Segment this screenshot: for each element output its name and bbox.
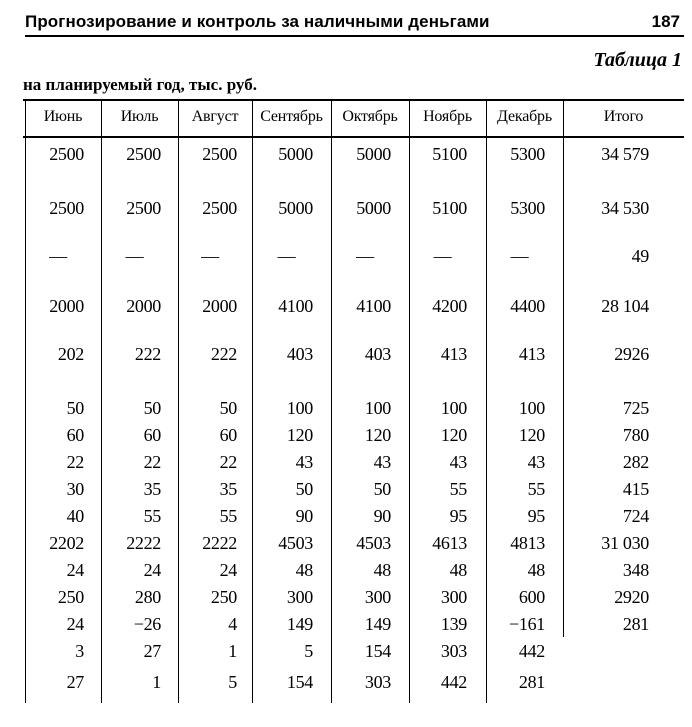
- table-cell: 202: [57, 344, 84, 364]
- table-cell: 1: [152, 672, 161, 692]
- table-cell: 442: [518, 641, 545, 661]
- table-cell: 50: [66, 398, 84, 418]
- table-cell: 60: [143, 425, 161, 445]
- table-cell: —: [49, 246, 67, 266]
- table-cell: 4100: [356, 296, 391, 316]
- table-cell: 27: [66, 672, 84, 692]
- table-cell: 90: [295, 506, 313, 526]
- table-cell: 22: [66, 452, 84, 472]
- table-cell: 403: [286, 344, 313, 364]
- table-cell: −161: [509, 614, 545, 634]
- header-rule: [25, 35, 684, 37]
- table-cell: 24: [143, 560, 161, 580]
- table-cell: 600: [518, 587, 545, 607]
- column-divider: [101, 100, 102, 703]
- table-cell: 34 579: [601, 144, 649, 164]
- table-cell: 413: [440, 344, 467, 364]
- column-header: Август: [191, 108, 239, 125]
- table-cell: 5000: [278, 144, 313, 164]
- table-cell: 3: [75, 641, 84, 661]
- column-divider: [252, 100, 253, 703]
- table-cell: 5300: [510, 198, 545, 218]
- table-cell: 2500: [126, 144, 161, 164]
- table-cell: 24: [219, 560, 237, 580]
- table-cell: 4503: [356, 533, 391, 553]
- table-cell: 43: [449, 452, 467, 472]
- table-cell: 48: [449, 560, 467, 580]
- table-cell: 413: [518, 344, 545, 364]
- table-cell: 43: [295, 452, 313, 472]
- table-cell: 4: [228, 614, 237, 634]
- table-cell: 1: [228, 641, 237, 661]
- column-divider: [331, 100, 332, 703]
- table-cell: 50: [295, 479, 313, 499]
- column-divider: [178, 100, 179, 703]
- column-header: Сентябрь: [260, 108, 323, 125]
- table-cell: 149: [364, 614, 391, 634]
- table-cell: 40: [66, 506, 84, 526]
- table-cell: 250: [210, 587, 237, 607]
- table-cell: —: [356, 246, 374, 266]
- table-cell: 2500: [202, 144, 237, 164]
- table-cell: 50: [219, 398, 237, 418]
- table-cell: 4100: [278, 296, 313, 316]
- table-cell: 55: [143, 506, 161, 526]
- table-cell: 2000: [49, 296, 84, 316]
- table-cell: 149: [286, 614, 313, 634]
- table-cell: 55: [527, 479, 545, 499]
- table-cell: 2202: [49, 533, 84, 553]
- table-cell: 2222: [202, 533, 237, 553]
- column-header: Июль: [120, 108, 159, 125]
- table-cell: 100: [364, 398, 391, 418]
- table-cell: 43: [373, 452, 391, 472]
- table-cell: 222: [134, 344, 161, 364]
- table-cell: 24: [66, 560, 84, 580]
- table-cell: 2926: [614, 344, 649, 364]
- column-header: Ноябрь: [423, 108, 472, 125]
- table-cell: 95: [527, 506, 545, 526]
- table-cell: 5000: [356, 198, 391, 218]
- table-label: Таблица 1: [593, 49, 682, 71]
- table-cell: 250: [57, 587, 84, 607]
- table-cell: 4200: [432, 296, 467, 316]
- table-cell: 300: [440, 587, 467, 607]
- table-cell: 5: [228, 672, 237, 692]
- table-cell: 100: [518, 398, 545, 418]
- table-cell: 55: [219, 506, 237, 526]
- table-cell: 120: [286, 425, 313, 445]
- table-cell: 43: [527, 452, 545, 472]
- table-cell: 120: [518, 425, 545, 445]
- table-cell: 22: [143, 452, 161, 472]
- table-cell: —: [277, 246, 296, 266]
- table-cell: 95: [449, 506, 467, 526]
- table-cell: 2000: [202, 296, 237, 316]
- table-cell: 24: [66, 614, 84, 634]
- column-divider: [25, 100, 26, 703]
- page-header: [25, 10, 682, 36]
- column-header: Октябрь: [342, 108, 398, 125]
- table-cell: 403: [364, 344, 391, 364]
- table-cell: 5000: [356, 144, 391, 164]
- table-cell: 31 030: [601, 533, 649, 553]
- table-cell: 120: [440, 425, 467, 445]
- table-cell: 280: [134, 587, 161, 607]
- table-cell: —: [433, 246, 452, 266]
- table-cell: 154: [364, 641, 391, 661]
- table-cell: 22: [219, 452, 237, 472]
- table-cell: 5: [304, 641, 313, 661]
- table-cell: 4613: [432, 533, 467, 553]
- table-cell: 90: [373, 506, 391, 526]
- table-top-rule: [23, 99, 684, 101]
- table-cell: 139: [440, 614, 467, 634]
- table-cell: 2920: [614, 587, 649, 607]
- table-cell: 2500: [49, 144, 84, 164]
- table-cell: 415: [622, 479, 649, 499]
- table-cell: −26: [133, 614, 161, 634]
- table-cell: 724: [622, 506, 649, 526]
- table-cell: 2500: [202, 198, 237, 218]
- table-cell: 55: [449, 479, 467, 499]
- table-cell: 5300: [510, 144, 545, 164]
- table-cell: 2000: [126, 296, 161, 316]
- table-cell: 5000: [278, 198, 313, 218]
- table-cell: 725: [622, 398, 649, 418]
- table-cell: 2222: [126, 533, 161, 553]
- table-cell: 60: [66, 425, 84, 445]
- table-cell: 48: [373, 560, 391, 580]
- table-cell: 120: [364, 425, 391, 445]
- table-cell: 281: [622, 614, 649, 634]
- page-number: 187: [651, 12, 680, 31]
- table-cell: —: [201, 246, 219, 266]
- table-cell: 348: [622, 560, 649, 580]
- table-cell: 442: [440, 672, 467, 692]
- table-cell: 780: [622, 425, 649, 445]
- column-header: Итого: [603, 108, 644, 125]
- table-cell: 5100: [432, 198, 467, 218]
- table-cell: 49: [631, 246, 649, 266]
- column-header: Декабрь: [497, 108, 552, 125]
- table-cell: 303: [440, 641, 467, 661]
- table-cell: 100: [440, 398, 467, 418]
- column-divider: [409, 100, 410, 703]
- table-cell: 48: [295, 560, 313, 580]
- table-cell: 2500: [49, 198, 84, 218]
- column-divider: [486, 100, 487, 703]
- table-caption: на планируемый год, тыс. руб.: [23, 75, 257, 94]
- table-cell: 5100: [432, 144, 467, 164]
- table-cell: 281: [518, 672, 545, 692]
- table-cell: 35: [219, 479, 237, 499]
- table-cell: 300: [364, 587, 391, 607]
- table-cell: —: [510, 246, 529, 266]
- page-header-title: Прогнозирование и контроль за наличными деньгами: [25, 12, 490, 31]
- table-cell: 303: [364, 672, 391, 692]
- table-cell: 28 104: [601, 296, 649, 316]
- table-cell: 4503: [278, 533, 313, 553]
- column-divider: [563, 100, 564, 637]
- table-cell: 300: [286, 587, 313, 607]
- table-cell: 100: [286, 398, 313, 418]
- table-cell: 4400: [510, 296, 545, 316]
- table-cell: 35: [143, 479, 161, 499]
- table-cell: 60: [219, 425, 237, 445]
- table-cell: —: [125, 246, 144, 266]
- table-header-rule: [23, 136, 684, 138]
- table-cell: 48: [527, 560, 545, 580]
- table-cell: 34 530: [601, 198, 649, 218]
- table-cell: 154: [286, 672, 313, 692]
- table-cell: 282: [622, 452, 649, 472]
- table-cell: 50: [373, 479, 391, 499]
- table-cell: 27: [143, 641, 161, 661]
- table-cell: 50: [143, 398, 161, 418]
- table-cell: 30: [66, 479, 84, 499]
- table-cell: 4813: [510, 533, 545, 553]
- column-header: Июнь: [43, 108, 83, 125]
- table-cell: 222: [210, 344, 237, 364]
- table-cell: 2500: [126, 198, 161, 218]
